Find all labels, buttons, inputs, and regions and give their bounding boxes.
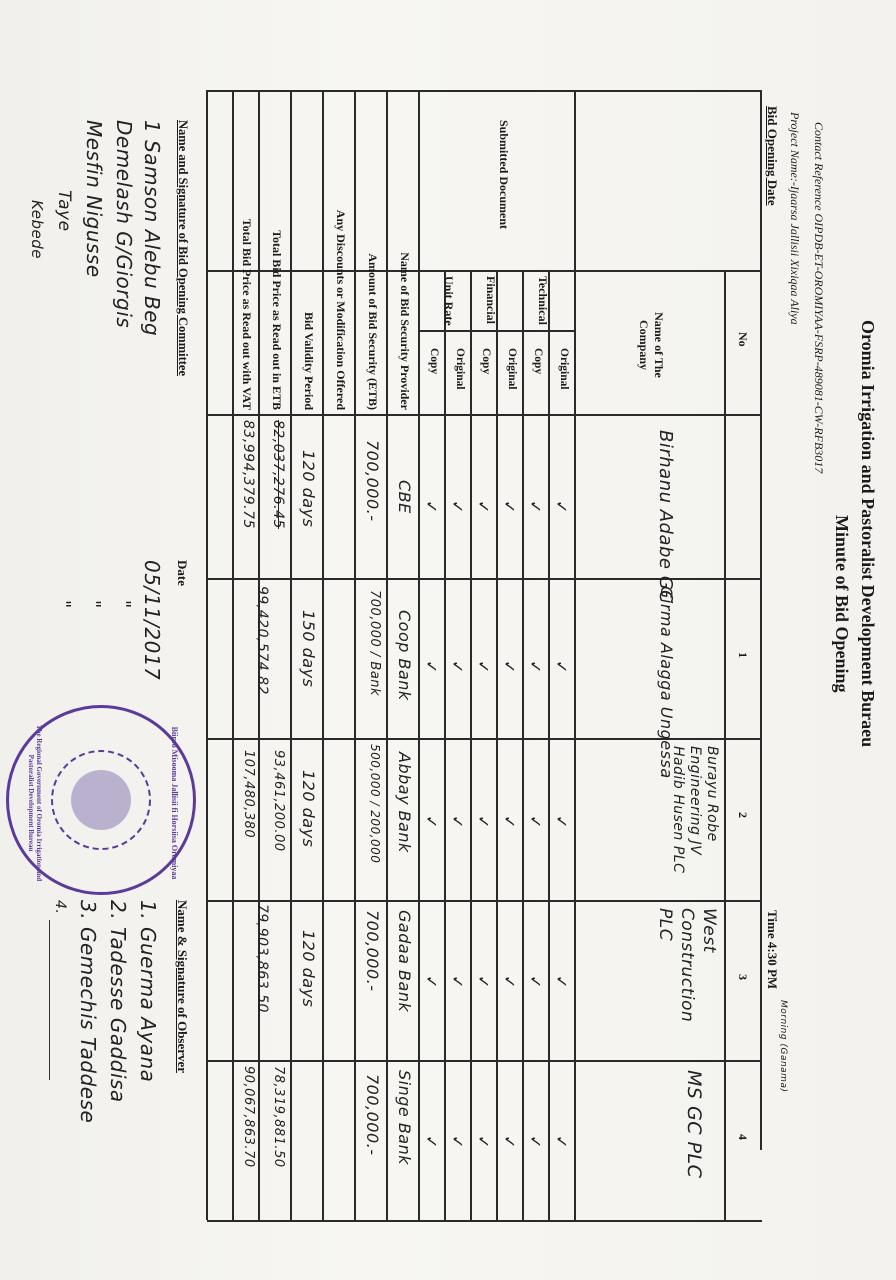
row-label-provider: Name of Bid Security Provider — [398, 252, 412, 410]
date-3: " — [83, 600, 104, 609]
bidder-1-company: Birhanu Adabe GC — [655, 430, 676, 604]
committee-member-2: Demelash G/Giorgis — [112, 120, 136, 329]
date-1: 05/11/2017 — [140, 560, 164, 681]
date-4: " — [53, 600, 74, 609]
bidder-3-price-etb: 93,461,200.00 — [271, 750, 286, 852]
row-label-price-vat: Total Bid Price as Read out with VAT — [240, 218, 254, 410]
unitrate-original: Original — [454, 348, 466, 390]
bidder-4-company-text: West Construction PLC — [655, 908, 719, 1023]
checkmark: ✓ — [552, 1135, 571, 1149]
bidder-1-amount: 700,000.- — [363, 440, 382, 522]
bidder-4-company — [654, 908, 720, 1058]
checkmark: ✓ — [552, 500, 571, 514]
bidder-5-company — [682, 1070, 706, 1210]
checkmark: ✓ — [448, 815, 467, 829]
bidder-4-price-vat: 79,903,863.50 — [254, 904, 270, 1013]
checkmark: ✓ — [422, 1135, 441, 1149]
checkmark: ✓ — [448, 1135, 467, 1149]
submitted-document-label: Submitted Document — [497, 120, 511, 230]
checkmark: ✓ — [422, 975, 441, 989]
row-label-discounts: Any Discounts or Modification Offered — [334, 209, 348, 410]
checkmark: ✓ — [448, 975, 467, 989]
row-label-validity: Bid Validity Period — [302, 311, 316, 410]
checkmark: ✓ — [448, 500, 467, 514]
stamp-text: Biiroo Misooma Jallisii fi Horsiisa Oromiyaa — [170, 726, 179, 880]
checkmark: ✓ — [422, 660, 441, 674]
time-note: Morning (Ganama) — [778, 1000, 788, 1093]
bidder-2-company: Girma Alagga Ungessa — [657, 586, 676, 779]
date-2: " — [113, 600, 134, 609]
checkmark: ✓ — [422, 500, 441, 514]
committee-member-4: Taye — [54, 190, 74, 232]
financial-copy: Copy — [480, 348, 492, 375]
bidder-2-provider: Coop Bank — [395, 610, 414, 701]
checkmark: ✓ — [474, 975, 493, 989]
time-label: Time 4:30 PM — [765, 910, 780, 990]
checkmark: ✓ — [422, 815, 441, 829]
checkmark: ✓ — [500, 815, 519, 829]
date-label: Date — [175, 560, 190, 586]
bidder-2-validity: 150 days — [299, 610, 318, 688]
bidder-3-company — [669, 746, 720, 896]
observer-label: Name & Signature of Observer — [175, 900, 190, 1074]
checkmark: ✓ — [500, 1135, 519, 1149]
checkmark: ✓ — [526, 1135, 545, 1149]
bidder-4-no: 4 — [736, 1134, 750, 1140]
checkmark: ✓ — [552, 975, 571, 989]
checkmark: ✓ — [526, 815, 545, 829]
stamp-emblem — [71, 770, 131, 830]
observer-1: 1. Guerma Ayana — [136, 900, 160, 1083]
checkmark: ✓ — [474, 1135, 493, 1149]
bidder-5-provider: Singe Bank — [395, 1070, 414, 1166]
bidder-2-no-visible: 2 — [736, 812, 750, 818]
bidder-3-validity: 120 days — [299, 770, 318, 848]
financial-label: Financial — [484, 276, 498, 325]
committee-member-5: Kebede — [28, 200, 46, 260]
bidder-3-company-text: Burayu Robe Engineering JV Hadib Husen PLC — [670, 746, 720, 874]
committee-member-1: 1 Samson Alebu Beg — [140, 120, 164, 337]
checkmark: ✓ — [474, 500, 493, 514]
bidder-3-no: 3 — [736, 974, 750, 980]
bidder-1-provider: CBE — [395, 480, 414, 514]
bidder-3-price-vat: 107,480,380 — [241, 750, 256, 839]
checkmark: ✓ — [448, 660, 467, 674]
observer-3: 3. Gemechis Taddese — [76, 900, 100, 1124]
document-subtitle: Minute of Bid Opening — [832, 515, 852, 693]
bid-opening-date-label: Bid Opening Date — [765, 106, 780, 206]
bidder-5-amount: 700,000.- — [363, 1074, 382, 1156]
bidder-5-price-etb: 78,319,881.50 — [271, 1066, 286, 1168]
checkmark: ✓ — [552, 660, 571, 674]
bidder-4-provider: Gadaa Bank — [395, 910, 414, 1013]
technical-label: Technical — [536, 276, 550, 325]
bidder-1-price-vat: 83,994,379.75 — [240, 420, 256, 529]
checkmark: ✓ — [474, 660, 493, 674]
checkmark: ✓ — [500, 975, 519, 989]
committee-member-3: Mesfin Nigusse — [82, 120, 106, 278]
document-title: Oromia Irrigation and Pastoralist Development Buraeu — [858, 320, 878, 748]
checkmark: ✓ — [526, 500, 545, 514]
row-label-price-etb: Total Bid Price as Read out in ETB — [270, 230, 284, 410]
contact-reference: Contact Reference OIPDB-ET-OROMIYAA-FSRP-489081-CW-RFB3017 — [812, 122, 826, 474]
bidder-3-amount: 500,000 / 200,000 — [368, 744, 382, 864]
checkmark: ✓ — [474, 815, 493, 829]
financial-original: Original — [506, 348, 518, 390]
unit-rate-label: Unit Rate — [442, 276, 456, 326]
checkmark: ✓ — [526, 660, 545, 674]
no-header: No — [736, 332, 750, 347]
bidder-4-validity: 120 days — [299, 930, 318, 1008]
row-label-amount: Amount of Bid Security (ETB) — [366, 253, 380, 410]
bidder-1-validity: 120 days — [299, 450, 318, 528]
project-name: Project Name:-Ijaarsa Jallisii Xixiqaa Aliya — [788, 112, 802, 325]
bidder-1-no: 1 — [736, 652, 750, 658]
bidder-5-price-vat: 90,067,863.70 — [241, 1066, 256, 1168]
checkmark: ✓ — [526, 975, 545, 989]
company-header-text: Name of The Company — [637, 312, 666, 378]
bidder-1-price-etb: 82,037,276.45 — [270, 420, 286, 529]
observer-4: 4. — [52, 900, 68, 915]
bidder-3-provider: Abbay Bank — [395, 752, 414, 853]
bidder-2-amount: 700,000 / Bank — [367, 590, 382, 697]
bidder-2-price-vat: 99,420,574.82 — [254, 586, 270, 695]
bidder-5-company-text: MS GC PLC — [683, 1070, 705, 1179]
checkmark: ✓ — [500, 660, 519, 674]
unitrate-copy: Copy — [428, 348, 440, 375]
company-header — [636, 300, 666, 390]
official-stamp — [6, 705, 196, 895]
committee-label: Name and Signature of Bid Opening Committee — [176, 120, 190, 377]
checkmark: ✓ — [500, 500, 519, 514]
stamp-text-2: The Regional Government of Oromia Irrigation and Pastoralist Development Bureau — [27, 724, 43, 882]
technical-original: Original — [558, 348, 570, 390]
checkmark: ✓ — [552, 815, 571, 829]
technical-copy: Copy — [532, 348, 544, 375]
bidder-4-amount: 700,000.- — [363, 910, 382, 992]
observer-2: 2. Tadesse Gaddisa — [106, 900, 130, 1103]
